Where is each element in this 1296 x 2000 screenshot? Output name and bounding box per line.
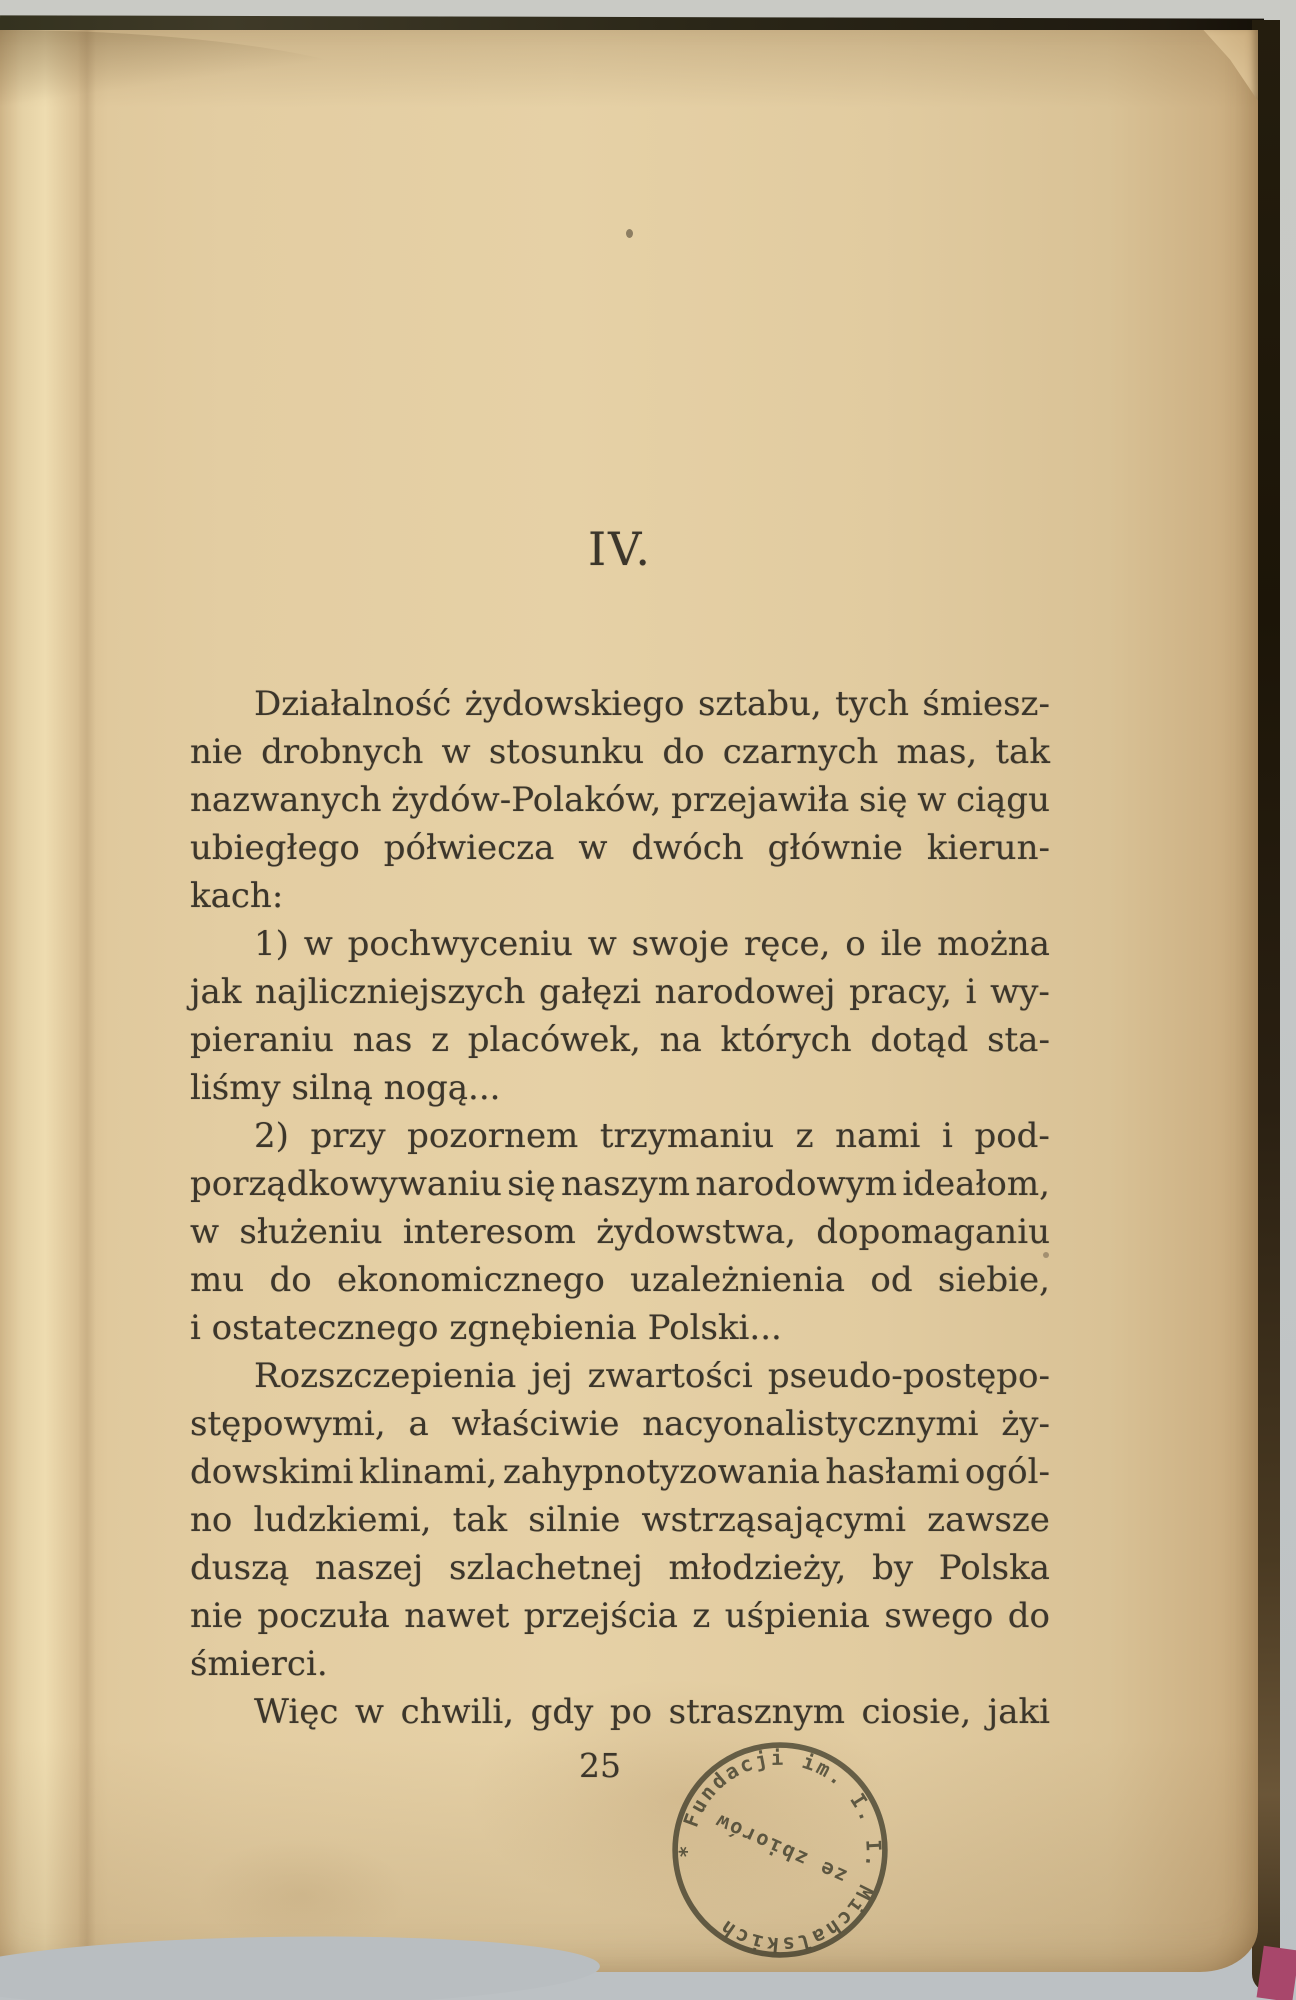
text-block xyxy=(190,680,1050,1736)
text-line: nie drobnych w stosunku do czarnych mas, tak xyxy=(190,732,1050,772)
top-left-fold-shadow xyxy=(0,30,420,110)
text-line: dowskimi klinami, zahypnotyzowania hasłami ogól- xyxy=(190,1452,1050,1492)
text-line: Więc w chwili, gdy po strasznym ciosie, jaki xyxy=(254,1692,1050,1732)
text-line: 1) w pochwyceniu w swoje ręce, o ile można xyxy=(254,924,1050,964)
text-line: nie poczuła nawet przejścia z uśpienia swego do xyxy=(190,1596,1050,1636)
page-corner-fold xyxy=(1196,30,1258,104)
text-line: nazwanych żydów-Polaków, przejawiła się w ciągu xyxy=(190,780,1050,820)
library-stamp xyxy=(654,1724,907,1977)
text-line: ubiegłego półwiecza w dwóch głównie kierun- xyxy=(190,828,1050,868)
text-line: kach: xyxy=(190,876,284,916)
text-line: jak najliczniejszych gałęzi narodowej pracy, i wy- xyxy=(190,972,1050,1012)
text-line: 2) przy pozornem trzymaniu z nami i pod- xyxy=(254,1116,1050,1156)
text-line: i ostatecznego zgnębienia Polski... xyxy=(190,1308,782,1348)
paper-speck xyxy=(626,229,633,238)
text-line: stępowymi, a właściwie nacyonalistycznymi ży- xyxy=(190,1404,1050,1444)
text-line: liśmy silną nogą... xyxy=(190,1068,501,1108)
page-number: 25 xyxy=(579,1746,621,1785)
text-line: Działalność żydowskiego sztabu, tych śmiesz- xyxy=(254,684,1050,724)
text-line: duszą naszej szlachetnej młodzieży, by Polska xyxy=(190,1548,1050,1588)
chapter-heading: IV. xyxy=(588,522,652,576)
paper-speck xyxy=(1043,1252,1049,1258)
text-line: w służeniu interesom żydowstwa, dopomaganiu xyxy=(190,1212,1050,1252)
text-line: porządkowywaniu się naszym narodowym ideałom, xyxy=(190,1164,1050,1204)
text-line: pieraniu nas z placówek, na których dotąd sta- xyxy=(190,1020,1050,1060)
text-line: mu do ekonomicznego uzależnienia od siebie, xyxy=(190,1260,1050,1300)
book-page xyxy=(0,30,1258,1972)
gutter-crease xyxy=(78,30,96,1972)
text-line: no ludzkiemi, tak silnie wstrząsającymi zawsze xyxy=(190,1500,1050,1540)
stamp-ring-text: * Fundacji im. I. I. Michalskich xyxy=(674,1745,886,1958)
text-line: śmierci. xyxy=(190,1644,328,1684)
stamp-center-text: ze zbiorów xyxy=(710,1808,851,1889)
cover-corner-accent xyxy=(1257,1946,1296,2000)
text-line: Rozszczepienia jej zwartości pseudo-postępo- xyxy=(254,1356,1050,1396)
